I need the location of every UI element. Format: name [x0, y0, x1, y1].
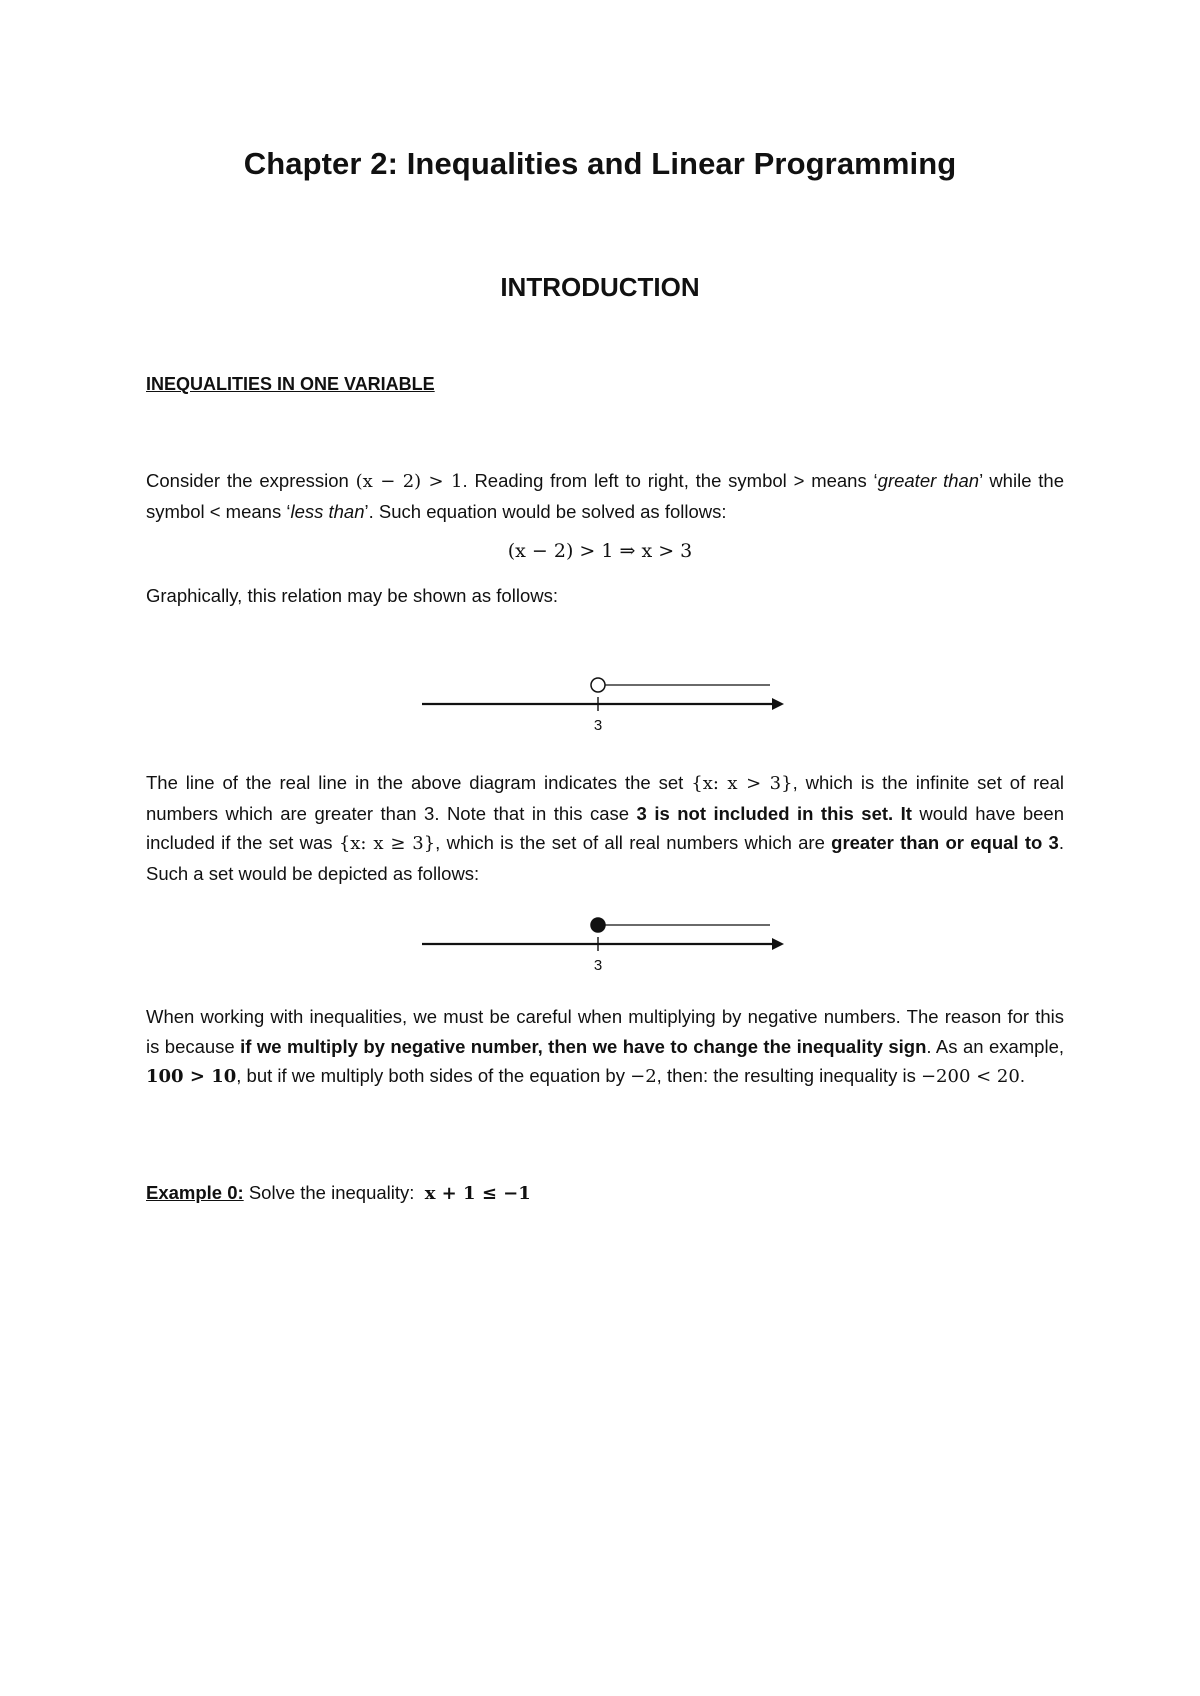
p1-less-than: less than — [290, 500, 365, 522]
p4-neg-two: −2 — [630, 1066, 657, 1087]
tick-label: 3 — [593, 717, 603, 734]
p4-text-4: , then: the resulting inequality is — [656, 1065, 921, 1086]
p1-text-4: ’. Such equation would be solved as follows: — [364, 500, 727, 522]
p3-text-2: , which is the infinite set of real numbers which are greater than 3. Note that in this case — [146, 772, 1064, 824]
tick-label: 3 — [593, 957, 603, 974]
intro-heading: INTRODUCTION — [500, 272, 700, 302]
filled-circle-marker — [591, 918, 605, 932]
p1-greater-than: greater than — [877, 470, 980, 491]
solution-equation: (x − 2) > 1 ⇒ x > 3 — [507, 540, 693, 562]
p1-text-2: . Reading from left to right, the symbol > means ‘ — [462, 470, 878, 491]
p3-text-3: would have been included if the set was — [146, 802, 1064, 853]
p3-text-1: The line of the real line in the above diagram indicates the set — [146, 772, 692, 793]
example-0 — [146, 1182, 531, 1204]
paragraph-negative-multiplication — [146, 1002, 1064, 1092]
graph-intro-text: Graphically, this relation may be shown as follows: — [146, 585, 558, 606]
p4-example-1: 100 > 10 — [146, 1066, 237, 1087]
p3-text-4: , which is the set of all real numbers which are — [435, 832, 832, 853]
p4-bold-1: if we multiply by negative number, then we have to change the inequality sign — [240, 1035, 927, 1057]
p4-text-2: . As an example, — [926, 1035, 1065, 1057]
axis-arrow-icon — [772, 938, 784, 950]
p3-set-2: {x: x ≥ 3} — [338, 833, 436, 854]
example-label: Example 0: — [146, 1182, 244, 1203]
p1-text-3: ’ while the symbol < means ‘ — [146, 470, 1065, 522]
p1-text-1: Consider the expression — [146, 470, 356, 491]
p4-text-1: When working with inequalities, we must be careful when multiplying by negative numbers. The reason for this is because — [146, 1006, 1064, 1057]
p3-text-5: . Such a set would be depicted as follows: — [146, 832, 1064, 884]
p4-example-2: −200 < 20 — [920, 1066, 1020, 1087]
section-heading: INEQUALITIES IN ONE VARIABLE — [146, 374, 435, 394]
page-title: Chapter 2: Inequalities and Linear Programming — [243, 146, 957, 181]
p1-expression: (x − 2) > 1 — [355, 471, 463, 492]
p3-bold-1: 3 is not included in this set. It — [636, 802, 912, 824]
example-text: Solve the inequality: — [243, 1182, 425, 1203]
p4-text-3: , but if we multiply both sides of the equation by — [236, 1065, 631, 1086]
p4-text-5: . — [1019, 1065, 1025, 1086]
p3-set-1: {x: x > 3} — [691, 773, 793, 794]
p3-bold-2: greater than or equal to 3 — [831, 832, 1059, 853]
example-expression: x + 1 ≤ −1 — [424, 1183, 531, 1204]
